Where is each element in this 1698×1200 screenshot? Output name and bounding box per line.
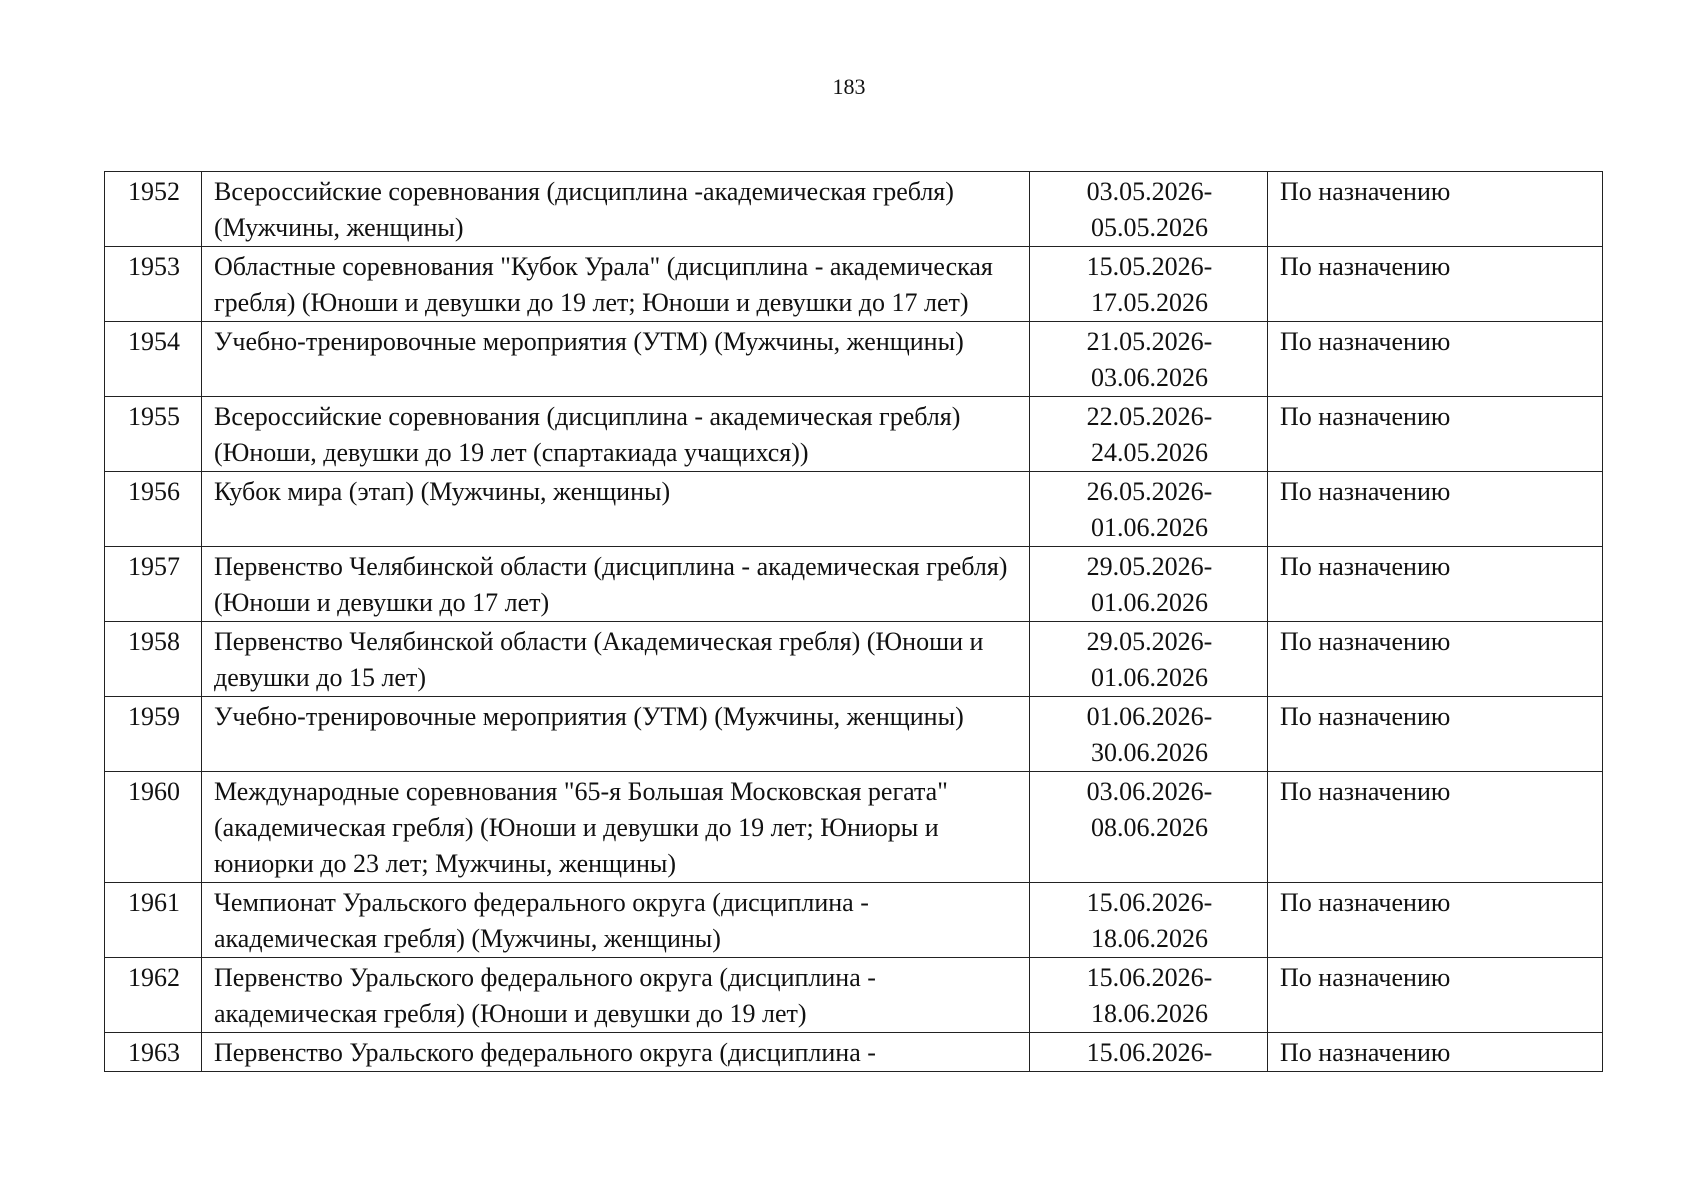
event-name: Учебно-тренировочные мероприятия (УТМ) (Мужчины, женщины) xyxy=(202,697,1030,772)
event-name: Кубок мира (этап) (Мужчины, женщины) xyxy=(202,472,1030,547)
table-row xyxy=(105,883,1603,958)
row-number: 1959 xyxy=(105,697,202,772)
date-start: 22.05.2026- xyxy=(1086,402,1213,431)
date-end: 17.05.2026 xyxy=(1091,288,1208,317)
responsible: По назначению xyxy=(1268,472,1603,547)
responsible: По назначению xyxy=(1268,397,1603,472)
responsible: По назначению xyxy=(1268,772,1603,883)
date-start: 15.06.2026- xyxy=(1086,888,1213,917)
event-dates xyxy=(1030,472,1268,547)
table-row xyxy=(105,958,1603,1033)
table-row xyxy=(105,172,1603,247)
row-number: 1958 xyxy=(105,622,202,697)
row-number: 1963 xyxy=(105,1033,202,1072)
date-start: 26.05.2026- xyxy=(1086,477,1213,506)
event-dates xyxy=(1030,322,1268,397)
event-name: Первенство Челябинской области (дисциплина - академическая гребля) (Юноши и девушки до 17 лет) xyxy=(202,547,1030,622)
responsible: По назначению xyxy=(1268,547,1603,622)
table-row xyxy=(105,547,1603,622)
date-start: 29.05.2026- xyxy=(1086,552,1213,581)
row-number: 1952 xyxy=(105,172,202,247)
date-end: 08.06.2026 xyxy=(1091,813,1208,842)
table-row xyxy=(105,397,1603,472)
event-dates xyxy=(1030,1033,1268,1072)
table-row xyxy=(105,622,1603,697)
row-number: 1957 xyxy=(105,547,202,622)
events-table xyxy=(104,171,1603,1072)
event-name: Областные соревнования "Кубок Урала" (дисциплина - академическая гребля) (Юноши и девушки до 19 лет; Юноши и девушки до 17 лет) xyxy=(202,247,1030,322)
page-number: 183 xyxy=(832,74,866,99)
responsible: По назначению xyxy=(1268,622,1603,697)
table-row xyxy=(105,322,1603,397)
row-number: 1953 xyxy=(105,247,202,322)
responsible: По назначению xyxy=(1268,697,1603,772)
event-dates xyxy=(1030,883,1268,958)
responsible: По назначению xyxy=(1268,958,1603,1033)
responsible: По назначению xyxy=(1268,1033,1603,1072)
date-end: 03.06.2026 xyxy=(1091,363,1208,392)
date-end: 01.06.2026 xyxy=(1091,663,1208,692)
date-start: 15.06.2026- xyxy=(1086,1038,1213,1067)
table-row xyxy=(105,1033,1603,1072)
responsible: По назначению xyxy=(1268,322,1603,397)
event-name: Международные соревнования "65-я Большая Московская регата" (академическая гребля) (Юноши и девушки до 19 лет; Юниоры и юниорки до 23 лет; Мужчины, женщины) xyxy=(202,772,1030,883)
date-start: 21.05.2026- xyxy=(1086,327,1213,356)
row-number: 1956 xyxy=(105,472,202,547)
event-name: Всероссийские соревнования (дисциплина - академическая гребля) (Юноши, девушки до 19 лет (спартакиада учащихся)) xyxy=(202,397,1030,472)
date-end: 01.06.2026 xyxy=(1091,513,1208,542)
date-end: 18.06.2026 xyxy=(1091,924,1208,953)
date-start: 03.05.2026- xyxy=(1086,177,1213,206)
date-end: 18.06.2026 xyxy=(1091,999,1208,1028)
date-start: 29.05.2026- xyxy=(1086,627,1213,656)
event-dates xyxy=(1030,247,1268,322)
row-number: 1955 xyxy=(105,397,202,472)
date-end: 05.05.2026 xyxy=(1091,213,1208,242)
table-row xyxy=(105,472,1603,547)
date-end: 30.06.2026 xyxy=(1091,738,1208,767)
event-dates xyxy=(1030,697,1268,772)
date-start: 15.05.2026- xyxy=(1086,252,1213,281)
event-name: Первенство Челябинской области (Академическая гребля) (Юноши и девушки до 15 лет) xyxy=(202,622,1030,697)
event-name: Первенство Уральского федерального округа (дисциплина - академическая гребля) (Юноши и девушки до 19 лет) xyxy=(202,958,1030,1033)
event-dates xyxy=(1030,772,1268,883)
row-number: 1960 xyxy=(105,772,202,883)
event-name: Учебно-тренировочные мероприятия (УТМ) (Мужчины, женщины) xyxy=(202,322,1030,397)
table-row xyxy=(105,247,1603,322)
date-start: 03.06.2026- xyxy=(1086,777,1213,806)
table-row xyxy=(105,772,1603,883)
responsible: По назначению xyxy=(1268,883,1603,958)
event-dates xyxy=(1030,397,1268,472)
event-dates xyxy=(1030,958,1268,1033)
responsible: По назначению xyxy=(1268,172,1603,247)
table-row xyxy=(105,697,1603,772)
row-number: 1961 xyxy=(105,883,202,958)
event-name: Всероссийские соревнования (дисциплина -академическая гребля) (Мужчины, женщины) xyxy=(202,172,1030,247)
row-number: 1962 xyxy=(105,958,202,1033)
date-start: 15.06.2026- xyxy=(1086,963,1213,992)
event-dates xyxy=(1030,622,1268,697)
date-end: 24.05.2026 xyxy=(1091,438,1208,467)
row-number: 1954 xyxy=(105,322,202,397)
date-end: 01.06.2026 xyxy=(1091,588,1208,617)
event-dates xyxy=(1030,172,1268,247)
event-dates xyxy=(1030,547,1268,622)
responsible: По назначению xyxy=(1268,247,1603,322)
event-name: Первенство Уральского федерального округа (дисциплина - xyxy=(202,1033,1030,1072)
event-name: Чемпионат Уральского федерального округа (дисциплина - академическая гребля) (Мужчины, женщины) xyxy=(202,883,1030,958)
date-start: 01.06.2026- xyxy=(1086,702,1213,731)
